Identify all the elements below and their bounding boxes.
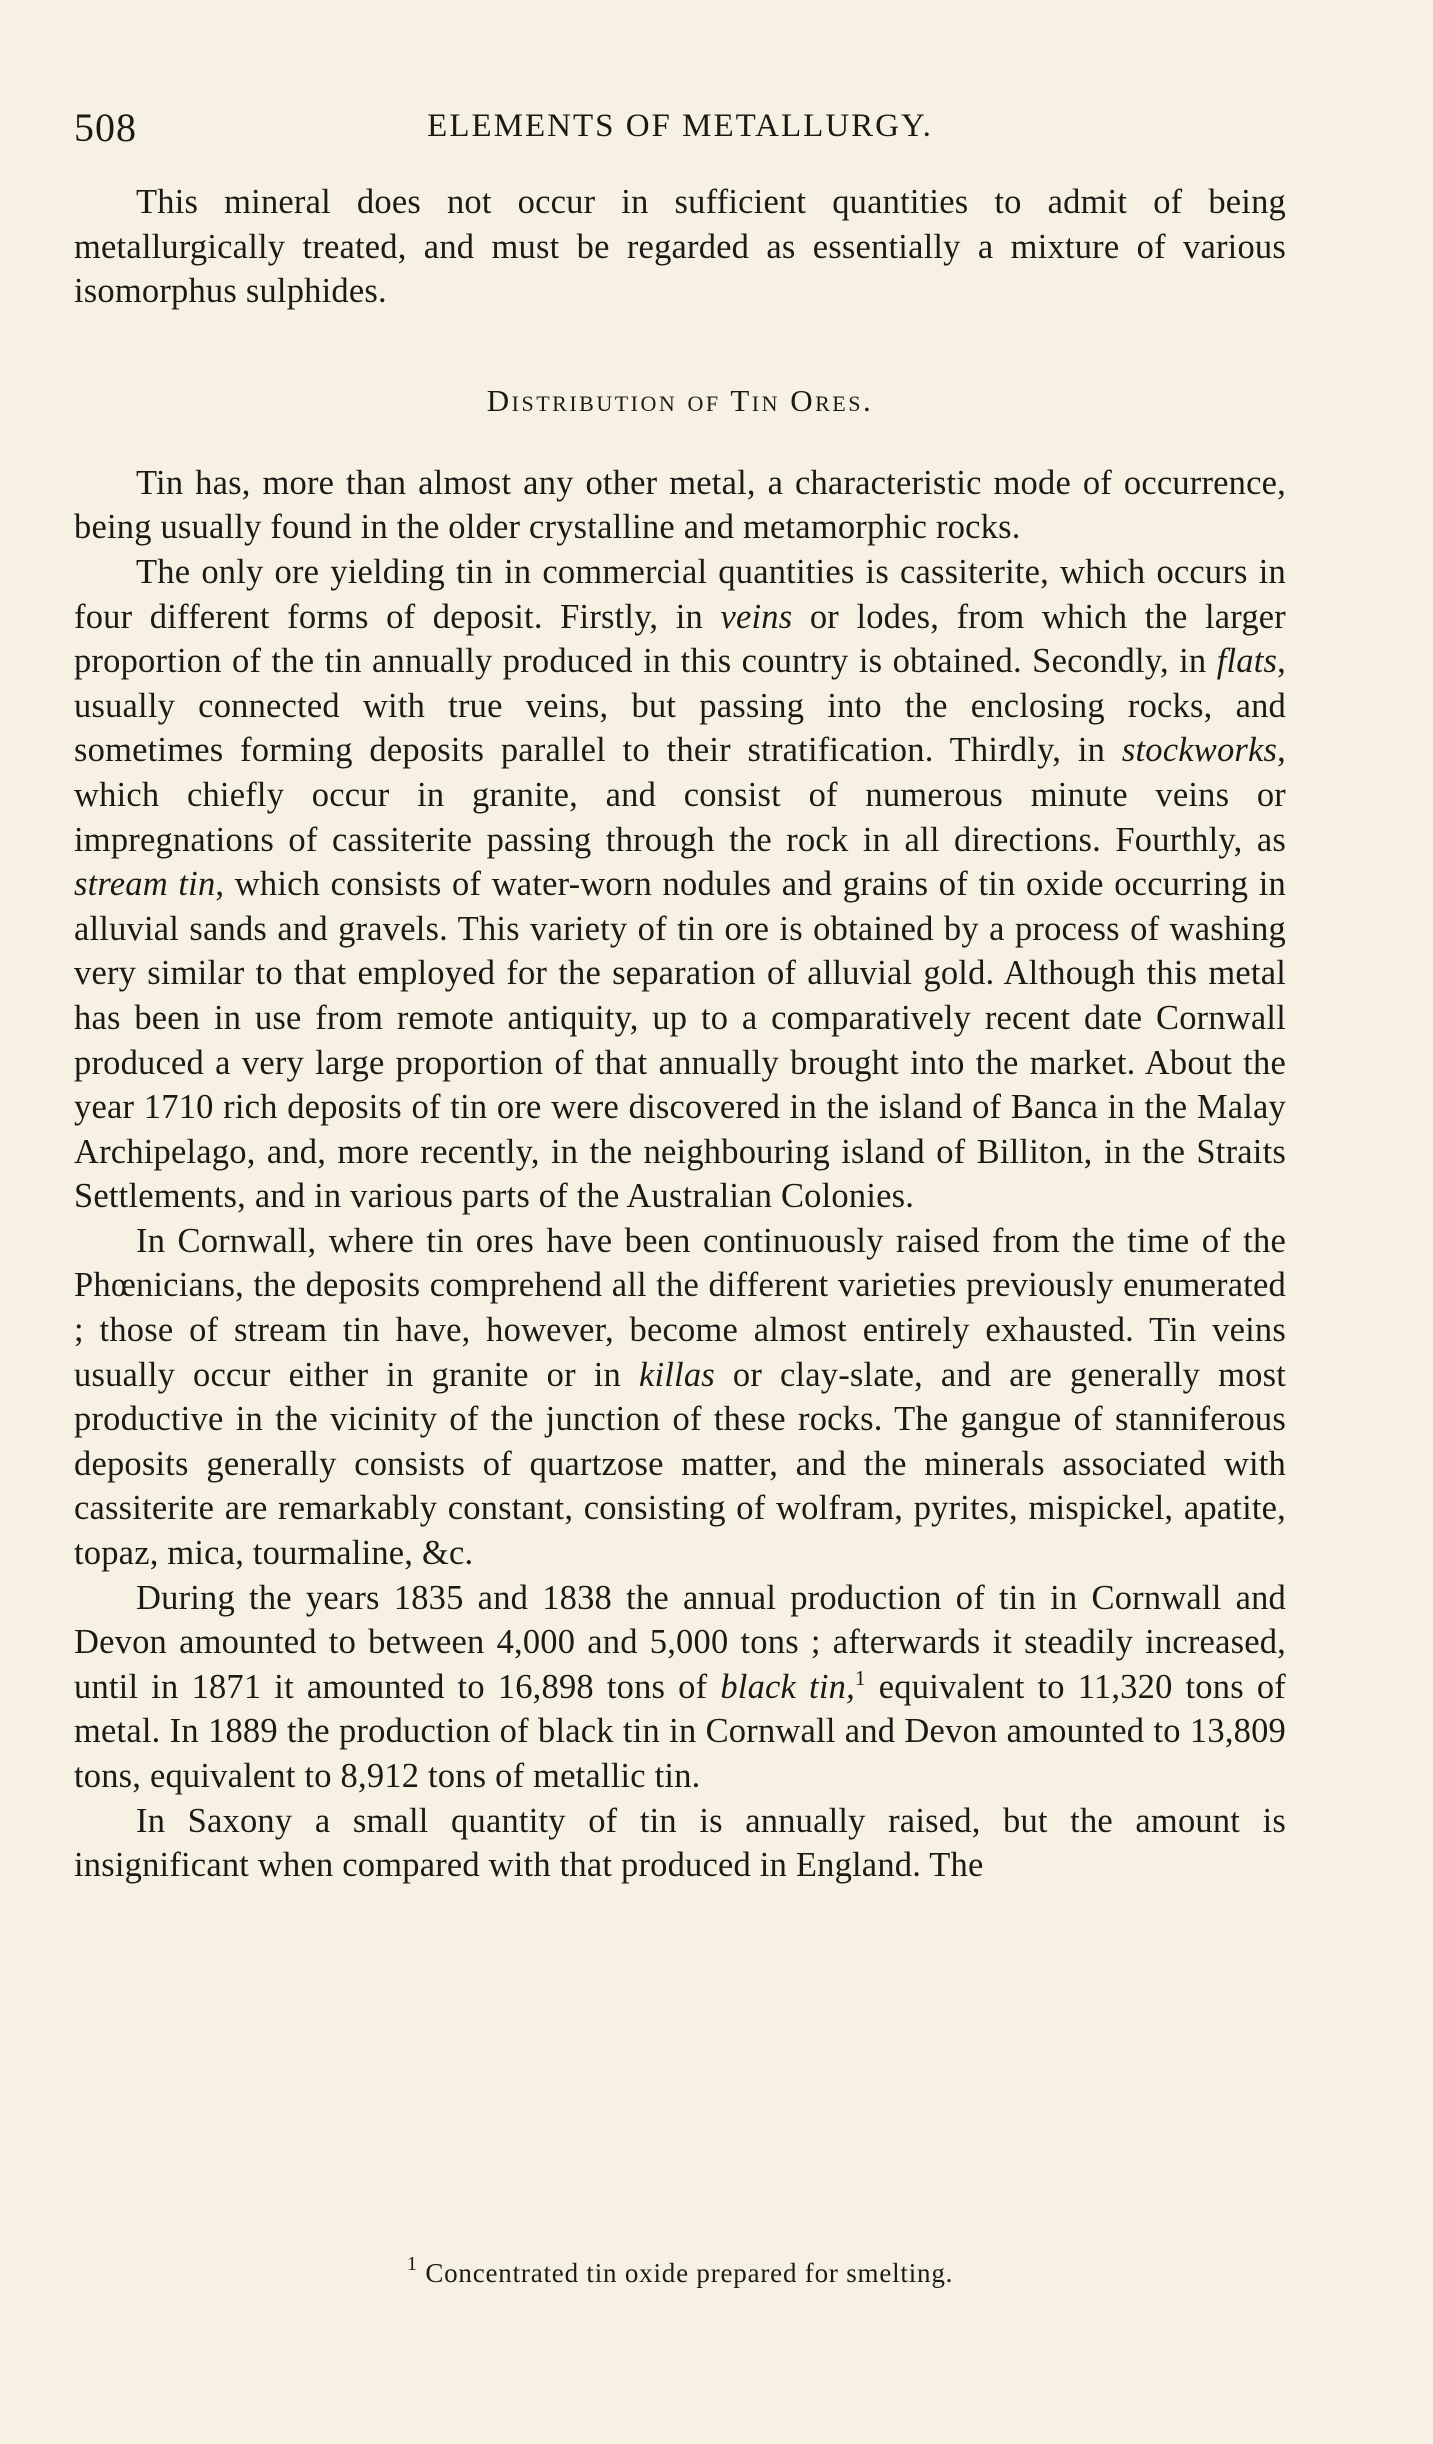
term-veins: veins [720, 597, 793, 636]
text-run: In Cornwall, where tin ores have been continuously raised from the time of the Phœnicians, the deposits comprehend all the different varieties previously enumerated ; those of stream tin have, however, become almost entirely exhausted. Tin veins usually occur either in granite or in [74, 1221, 1286, 1394]
text-run: , usually connected with true veins, but passing into the enclosing rocks, and sometimes forming deposits parallel to their stratification. Thirdly, in [74, 642, 1286, 770]
paragraph-deposit-forms [74, 550, 1286, 1219]
section-heading: Distribution of Tin Ores. [486, 382, 874, 418]
text-run: , which chiefly occur in granite, and consist of numerous minute veins or impregnations of cassiterite passing through the rock in all directions. Fourthly, as [74, 731, 1286, 859]
term-flats: flats [1216, 642, 1278, 681]
paragraph-cornwall [74, 1219, 1286, 1576]
footnote-marker: 1 [406, 2252, 418, 2275]
text-run: or clay-slate, and are generally most productive in the vicinity of the junction of these rocks. The gangue of stanniferous deposits generally consists of quartzose matter, and the minerals associated with cassiterite are remarkably constant, consisting of wolfram, pyrites, mispickel, apatite, topaz, mica, tourmaline, &c. [74, 1355, 1286, 1573]
text-run: During the years 1835 and 1838 the annual production of tin in Cornwall and Devon amounted to between 4,000 and 5,000 tons ; afterwards it steadily increased, until in 1871 it amounted to 16,898 tons of [74, 1578, 1286, 1706]
text-run: equivalent to 11,320 tons of metal. In 1889 the production of black tin in Cornwall and Devon amounted to 13,809 tons, equivalent to 8,912 tons of metallic tin. [74, 1667, 1286, 1795]
running-title: ELEMENTS OF METALLURGY. [427, 108, 933, 144]
term-stockworks: stockworks [1121, 731, 1278, 770]
page-number: 508 [74, 105, 137, 150]
page-header [74, 104, 1286, 154]
paragraph-occurrence: Tin has, more than almost any other metal, a characteristic mode of occurrence, being usually found in the older crystalline and metamorphic rocks. [74, 463, 1286, 547]
paragraph-saxony: In Saxony a small quantity of tin is annually raised, but the amount is insignificant when compared with that produced in England. The [74, 1801, 1286, 1885]
text-run: , which consists of water-worn nodules and grains of tin oxide occurring in alluvial sands and gravels. This variety of tin ore is obtained by a process of washing very similar to that employed for the separation of alluvial gold. Although this metal has been in use from remote antiquity, up to a comparatively recent date Cornwall produced a very large proportion of that annually brought into the market. About the year 1710 rich deposits of tin ore were discovered in the island of Banca in the Malay Archipelago, and, more recently, in the neighbouring island of Billiton, in the Straits Settlements, and in various parts of the Australian Colonies. [74, 865, 1286, 1216]
term-black-tin: black tin, [720, 1667, 855, 1706]
paragraph-production [74, 1576, 1286, 1799]
term-stream-tin: stream tin [74, 865, 216, 904]
term-killas: killas [638, 1355, 715, 1394]
text-run: or lodes, from which the larger proportion of the tin annually produced in this country is obtained. Secondly, in [74, 597, 1286, 681]
footnote-reference[interactable]: 1 [854, 1665, 866, 1690]
footnote [74, 2252, 1286, 2289]
body-text [74, 180, 1286, 1888]
footnote-text: Concentrated tin oxide prepared for smelting. [425, 2258, 954, 2288]
intro-paragraph: This mineral does not occur in sufficient quantities to admit of being metallurgically treated, and must be regarded as essentially a mixture of various isomorphus sulphides. [74, 183, 1286, 311]
text-run: The only ore yielding tin in commercial quantities is cassiterite, which occurs in four different forms of deposit. Firstly, in [74, 552, 1286, 636]
